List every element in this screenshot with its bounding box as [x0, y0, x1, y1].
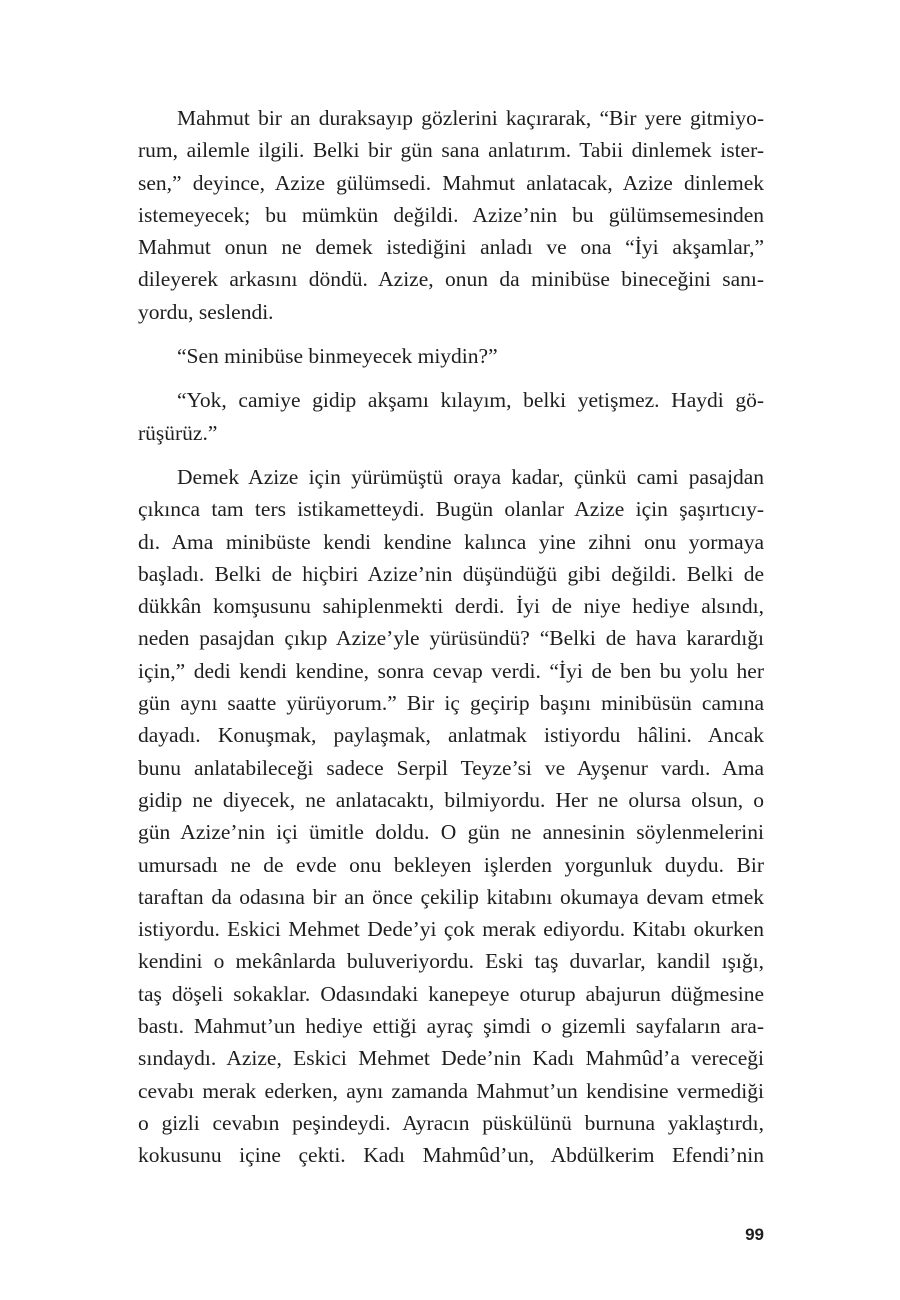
paragraph-4 — [138, 461, 764, 1172]
text-line: başladı. Belki de hiçbiri Azize’nin düşündüğü gibi değildi. Belki de — [138, 561, 764, 586]
text-line: sen,” deyince, Azize gülümsedi. Mahmut anlatacak, Azize dinlemek — [138, 170, 764, 195]
text-line: taş döşeli sokaklar. Odasındaki kanepeye oturup abajurun düğmesine — [138, 981, 764, 1006]
text-line: Demek Azize için yürümüştü oraya kadar, çünkü cami pasajdan — [177, 464, 764, 489]
paragraph-1 — [138, 102, 764, 328]
paragraph-3 — [138, 384, 764, 449]
text-line: çıkınca tam ters istikametteydi. Bugün olanlar Azize için şaşırtıcıy- — [138, 497, 764, 522]
text-line: gidip ne diyecek, ne anlatacaktı, bilmiyordu. Her ne olursa olsun, o — [138, 787, 764, 812]
text-line: gün Azize’nin içi ümitle doldu. O gün ne annesinin söylenmelerini — [138, 820, 764, 845]
text-line: dükkân komşusunu sahiplenmekti derdi. İyi de niye hediye alsındı, — [138, 594, 764, 619]
text-line: dı. Ama minibüste kendi kendine kalınca yine zihni onu yormaya — [138, 529, 764, 554]
text-line: yordu, seslendi. — [138, 299, 274, 324]
text-line: kendini o mekânlarda buluveriyordu. Eski taş duvarlar, kandil ışığı, — [138, 949, 764, 974]
text-line: bastı. Mahmut’un hediye ettiği ayraç şimdi o gizemli sayfaların ara- — [138, 1014, 764, 1039]
text-line: “Sen minibüse binmeyecek miydin?” — [177, 344, 498, 369]
text-line: rum, ailemle ilgili. Belki bir gün sana anlatırım. Tabii dinlemek ister- — [138, 138, 764, 163]
text-line: bunu anlatabileceği sadece Serpil Teyze’si ve Ayşenur vardı. Ama — [138, 755, 764, 780]
text-line: Mahmut bir an duraksayıp gözlerini kaçırarak, “Bir yere gitmiyo- — [177, 106, 764, 130]
text-line: kokusunu içine çekti. Kadı Mahmûd’un, Abdülkerim Efendi’nin — [138, 1143, 764, 1168]
text-line: istemeyecek; bu mümkün değildi. Azize’nin bu gülümsemesinden — [138, 202, 764, 227]
text-line: umursadı ne de evde onu bekleyen işlerden yorgunluk duydu. Bir — [138, 852, 764, 877]
text-line: için,” dedi kendi kendine, sonra cevap verdi. “İyi de ben bu yolu her — [138, 658, 764, 683]
text-line: neden pasajdan çıkıp Azize’yle yürüsündü? “Belki de hava karardığı — [138, 626, 764, 651]
text-line: gün aynı saatte yürüyorum.” Bir iç geçirip başını minibüsün camına — [138, 691, 764, 716]
paragraph-2 — [138, 340, 764, 372]
text-line: istiyordu. Eskici Mehmet Dede’yi çok merak ediyordu. Kitabı okurken — [138, 917, 764, 942]
text-line: o gizli cevabın peşindeydi. Ayracın püskülünü burnuna yaklaştırdı, — [138, 1110, 764, 1135]
text-line: Mahmut onun ne demek istediğini anladı ve ona “İyi akşamlar,” — [138, 235, 764, 260]
body-text — [138, 102, 764, 1172]
text-line: dileyerek arkasını döndü. Azize, onun da minibüse bineceğini sanı- — [138, 267, 764, 292]
text-line: cevabı merak ederken, aynı zamanda Mahmut’un kendisine vermediği — [138, 1078, 764, 1103]
text-line: sındaydı. Azize, Eskici Mehmet Dede’nin Kadı Mahmûd’a vereceği — [138, 1046, 764, 1071]
text-line: “Yok, camiye gidip akşamı kılayım, belki yetişmez. Haydi gö- — [177, 388, 764, 413]
text-line: taraftan da odasına bir an önce çekilip kitabını okumaya devam etmek — [138, 884, 764, 909]
page-number: 99 — [745, 1225, 764, 1244]
text-line: dayadı. Konuşmak, paylaşmak, anlatmak istiyordu hâlini. Ancak — [138, 723, 764, 748]
text-line: rüşürüz.” — [138, 420, 218, 445]
